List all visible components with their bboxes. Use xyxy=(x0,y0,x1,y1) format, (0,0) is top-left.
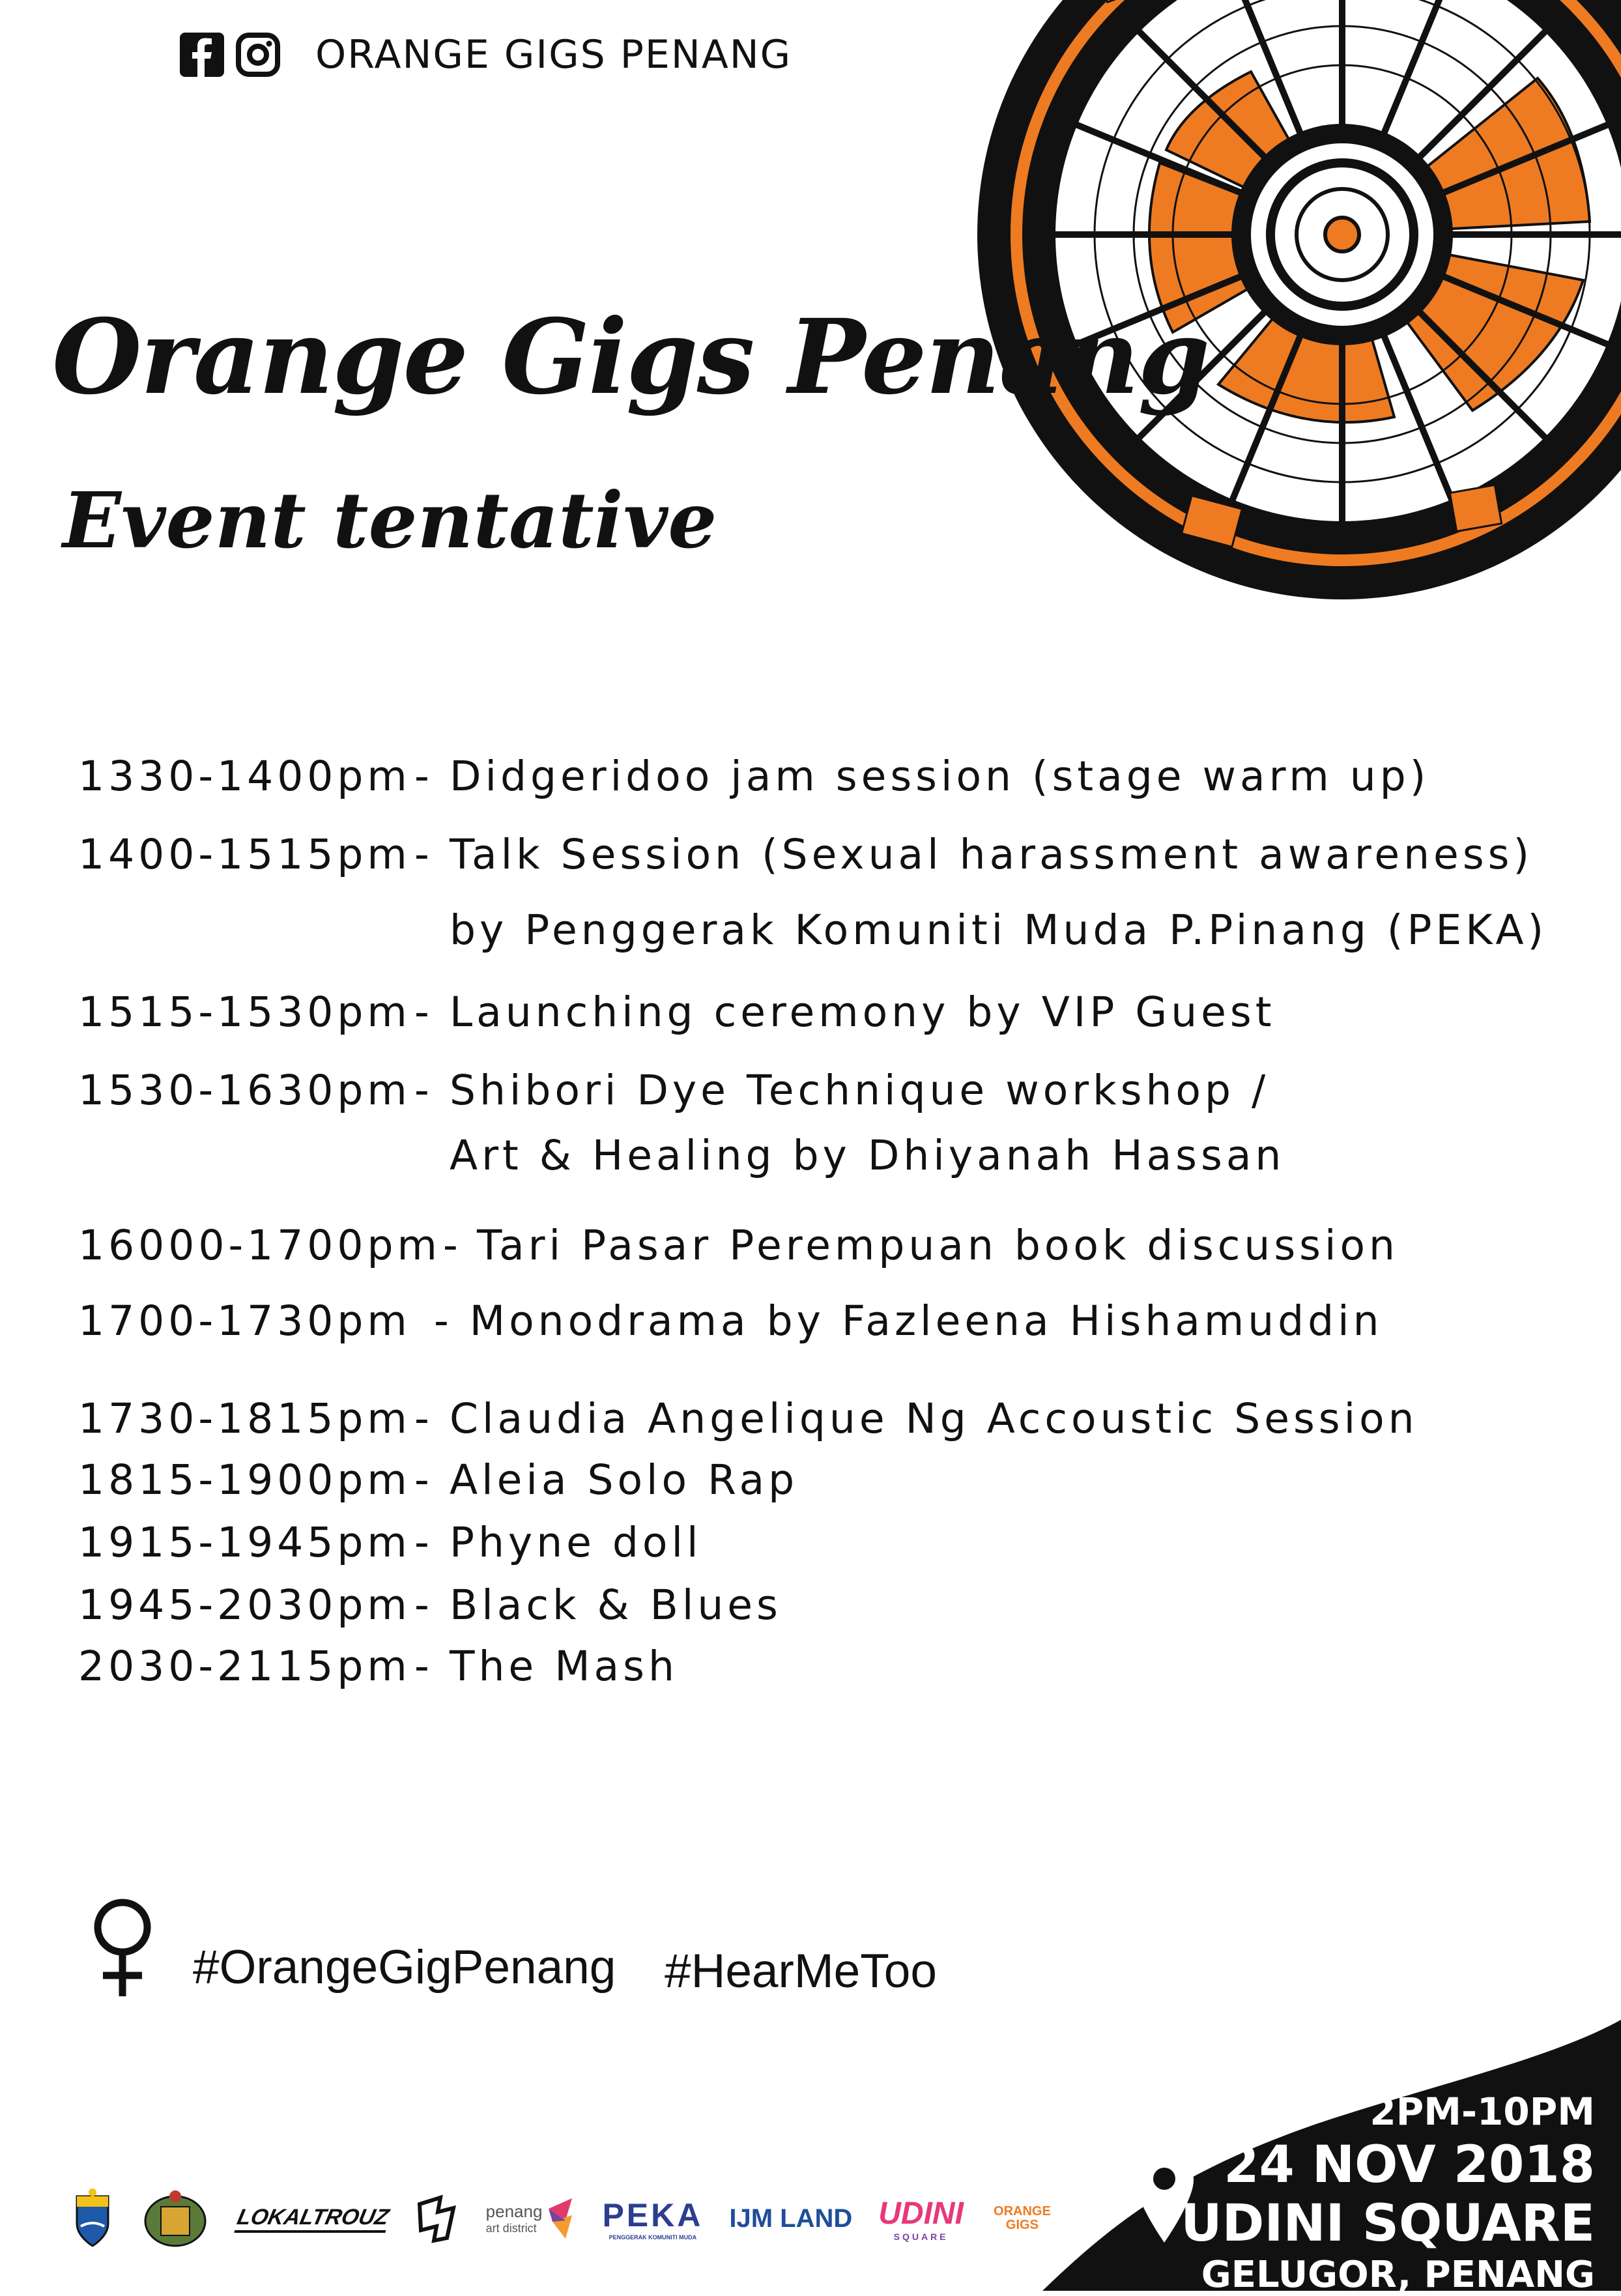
penang-art-district-logo: penang art district xyxy=(486,2196,577,2241)
schedule-separator: - xyxy=(414,1581,433,1629)
graffiti-logo xyxy=(414,2192,460,2245)
schedule-time: 2030-2115pm xyxy=(78,1643,411,1690)
schedule-activity-continued: Art & Healing by Dhiyanah Hassan xyxy=(450,1132,1285,1179)
hashtag[interactable]: #OrangeGigPenang xyxy=(193,1941,616,1994)
schedule-time: 1530-1630pm xyxy=(78,1067,411,1114)
schedule-activity: Phyne doll xyxy=(450,1519,702,1566)
schedule-separator: - xyxy=(414,1395,433,1442)
schedule-row xyxy=(78,1297,1383,1345)
schedule-row xyxy=(78,753,1430,800)
schedule-time: 1915-1945pm xyxy=(78,1519,411,1566)
schedule-activity: Black & Blues xyxy=(450,1581,782,1629)
schedule-time: 1700-1730pm xyxy=(78,1297,411,1345)
schedule-activity: Talk Session (Sexual harassment awareness) xyxy=(450,831,1534,878)
schedule-separator: - xyxy=(414,1643,433,1690)
schedule-time: 1400-1515pm xyxy=(78,831,411,878)
peka-logo: PEKA PENGGERAK KOMUNITI MUDA xyxy=(602,2197,704,2241)
hashtag[interactable]: #HearMeToo xyxy=(665,1945,937,1998)
orange-gigs-logo: ORANGE GIGS xyxy=(994,2204,1051,2232)
schedule-row xyxy=(78,1456,799,1504)
penang-state-crest-logo xyxy=(72,2187,113,2250)
event-title: Orange Gigs Penang xyxy=(52,297,1209,418)
venue-info xyxy=(1181,2089,1595,2296)
schedule-time: 16000-1700pm xyxy=(78,1222,441,1269)
social-handle: ORANGE GIGS PENANG xyxy=(315,32,792,78)
schedule-separator: - xyxy=(443,1222,462,1269)
schedule-separator: - xyxy=(414,831,433,878)
schedule-row xyxy=(78,1395,1418,1442)
event-city: GELUGOR, PENANG xyxy=(1201,2254,1595,2296)
schedule-separator: - xyxy=(414,753,433,800)
event-date: 24 NOV 2018 xyxy=(1224,2136,1595,2194)
schedule-separator: - xyxy=(414,1067,433,1114)
social-header xyxy=(180,29,792,81)
schedule-activity: - Monodrama by Fazleena Hishamuddin xyxy=(434,1297,1383,1345)
udini-square-logo: UDINI SQUARE xyxy=(878,2196,964,2242)
schedule-row xyxy=(78,1222,1399,1269)
schedule-activity: Launching ceremony by VIP Guest xyxy=(450,988,1276,1036)
schedule-time: 1330-1400pm xyxy=(78,753,411,800)
schedule-activity: Shibori Dye Technique workshop / xyxy=(450,1067,1270,1114)
event-subtitle: Event tentative xyxy=(63,475,717,566)
schedule-row xyxy=(78,988,1276,1036)
schedule-row xyxy=(78,1519,702,1566)
schedule-separator: - xyxy=(414,988,433,1036)
schedule-activity: Tari Pasar Perempuan book discussion xyxy=(477,1222,1399,1269)
lokaltrouz-logo: LOKALTROUZ xyxy=(234,2205,391,2233)
event-venue: UDINI SQUARE xyxy=(1181,2194,1595,2253)
schedule-time: 1515-1530pm xyxy=(78,988,411,1036)
ijm-land-logo: IJM LAND xyxy=(729,2203,853,2233)
schedule-activity-continued: by Penggerak Komuniti Muda P.Pinang (PEKA) xyxy=(450,906,1548,954)
schedule-separator: - xyxy=(414,1519,433,1566)
event-time: 2PM-10PM xyxy=(1370,2089,1595,2134)
schedule-row xyxy=(78,1581,782,1629)
schedule-activity: The Mash xyxy=(450,1643,678,1690)
instagram-icon[interactable] xyxy=(236,33,280,77)
art-district-mark-icon xyxy=(546,2196,576,2241)
schedule-separator: - xyxy=(414,1456,433,1504)
facebook-icon[interactable] xyxy=(180,33,224,77)
schedule-row xyxy=(78,831,1548,954)
schedule-row xyxy=(78,1067,1285,1179)
sponsor-logos xyxy=(72,2183,1081,2254)
schedule-time: 1945-2030pm xyxy=(78,1581,411,1629)
schedule-activity: Didgeridoo jam session (stage warm up) xyxy=(450,753,1430,800)
female-symbol-icon xyxy=(82,1896,163,1998)
city-council-crest-logo xyxy=(139,2187,211,2250)
schedule-time: 1815-1900pm xyxy=(78,1456,411,1504)
schedule-activity: Claudia Angelique Ng Accoustic Session xyxy=(450,1395,1418,1442)
schedule-activity: Aleia Solo Rap xyxy=(450,1456,799,1504)
schedule-time: 1730-1815pm xyxy=(78,1395,411,1442)
schedule-row xyxy=(78,1643,678,1690)
